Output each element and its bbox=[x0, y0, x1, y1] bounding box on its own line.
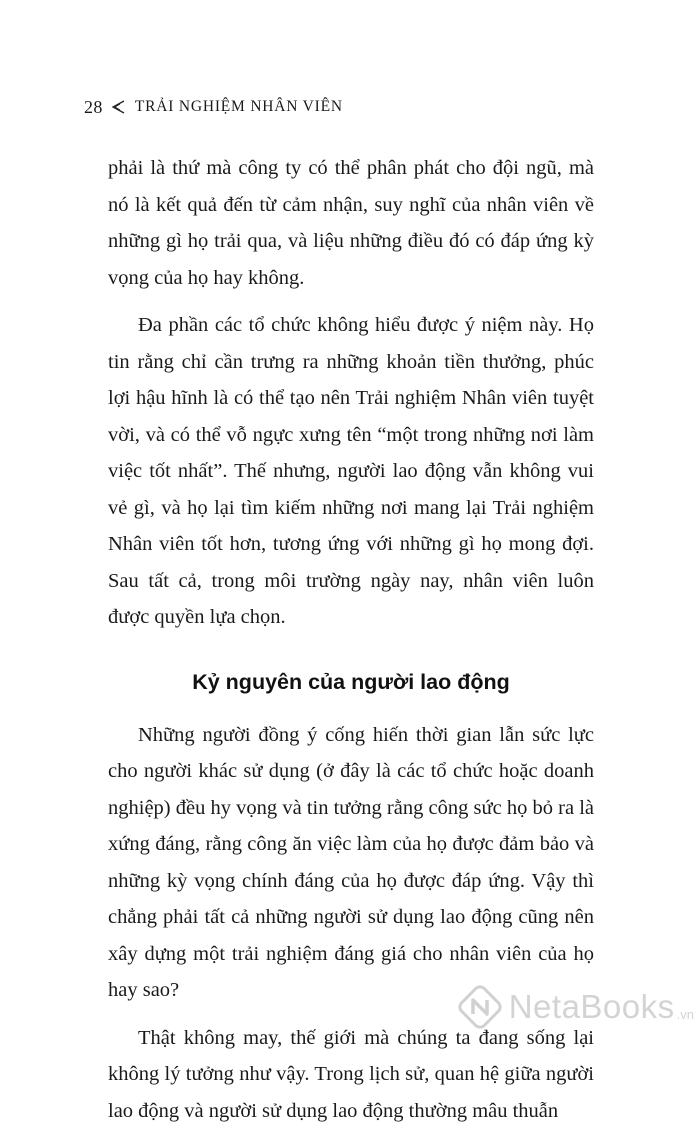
section-heading: Kỷ nguyên của người lao động bbox=[108, 664, 594, 700]
body-text bbox=[108, 150, 594, 1129]
paragraph: Những người đồng ý cống hiến thời gian lẫn sức lực cho người khác sử dụng (ở đây là các tổ chức hoặc doanh nghiệp) đều hy vọng và tin tưởng rằng công sức họ bỏ ra là xứng đáng, rằng công ăn việc làm của họ được đảm bảo và những kỳ vọng chính đáng của họ được đáp ứng. Vậy thì chẳng phải tất cả những người sử dụng lao động cũng nên xây dựng một trải nghiệm đáng giá cho nhân viên của họ hay sao? bbox=[108, 717, 594, 1009]
page-header bbox=[84, 95, 343, 119]
watermark-domain: .vn bbox=[677, 1007, 694, 1022]
running-title: TRẢI NGHIỆM NHÂN VIÊN bbox=[135, 98, 343, 116]
chevron-left-icon bbox=[109, 100, 127, 114]
netabooks-logo-icon bbox=[457, 984, 503, 1030]
paragraph: Đa phần các tổ chức không hiểu được ý niệm này. Họ tin rằng chỉ cần trưng ra những khoản tiền thưởng, phúc lợi hậu hĩnh là có thể tạo nên Trải nghiệm Nhân viên tuyệt vời, và có thể vỗ ngực xưng tên “một trong những nơi làm việc tốt nhất”. Thế nhưng, người lao động vẫn không vui vẻ gì, và họ lại tìm kiếm những nơi mang lại Trải nghiệm Nhân viên tốt hơn, tương ứng với những gì họ mong đợi. Sau tất cả, trong môi trường ngày nay, nhân viên luôn được quyền lựa chọn. bbox=[108, 307, 594, 636]
paragraph: Thật không may, thế giới mà chúng ta đang sống lại không lý tưởng như vậy. Trong lịch sử, quan hệ giữa người lao động và người sử dụng lao động thường mâu thuẫn bbox=[108, 1020, 594, 1129]
watermark-brand: NetaBooks bbox=[509, 988, 675, 1026]
paragraph: phải là thứ mà công ty có thể phân phát cho đội ngũ, mà nó là kết quả đến từ cảm nhận, suy nghĩ của nhân viên về những gì họ trải qua, và liệu những điều đó có đáp ứng kỳ vọng của họ hay không. bbox=[108, 150, 594, 296]
page-number: 28 bbox=[84, 97, 103, 118]
watermark bbox=[457, 984, 694, 1030]
